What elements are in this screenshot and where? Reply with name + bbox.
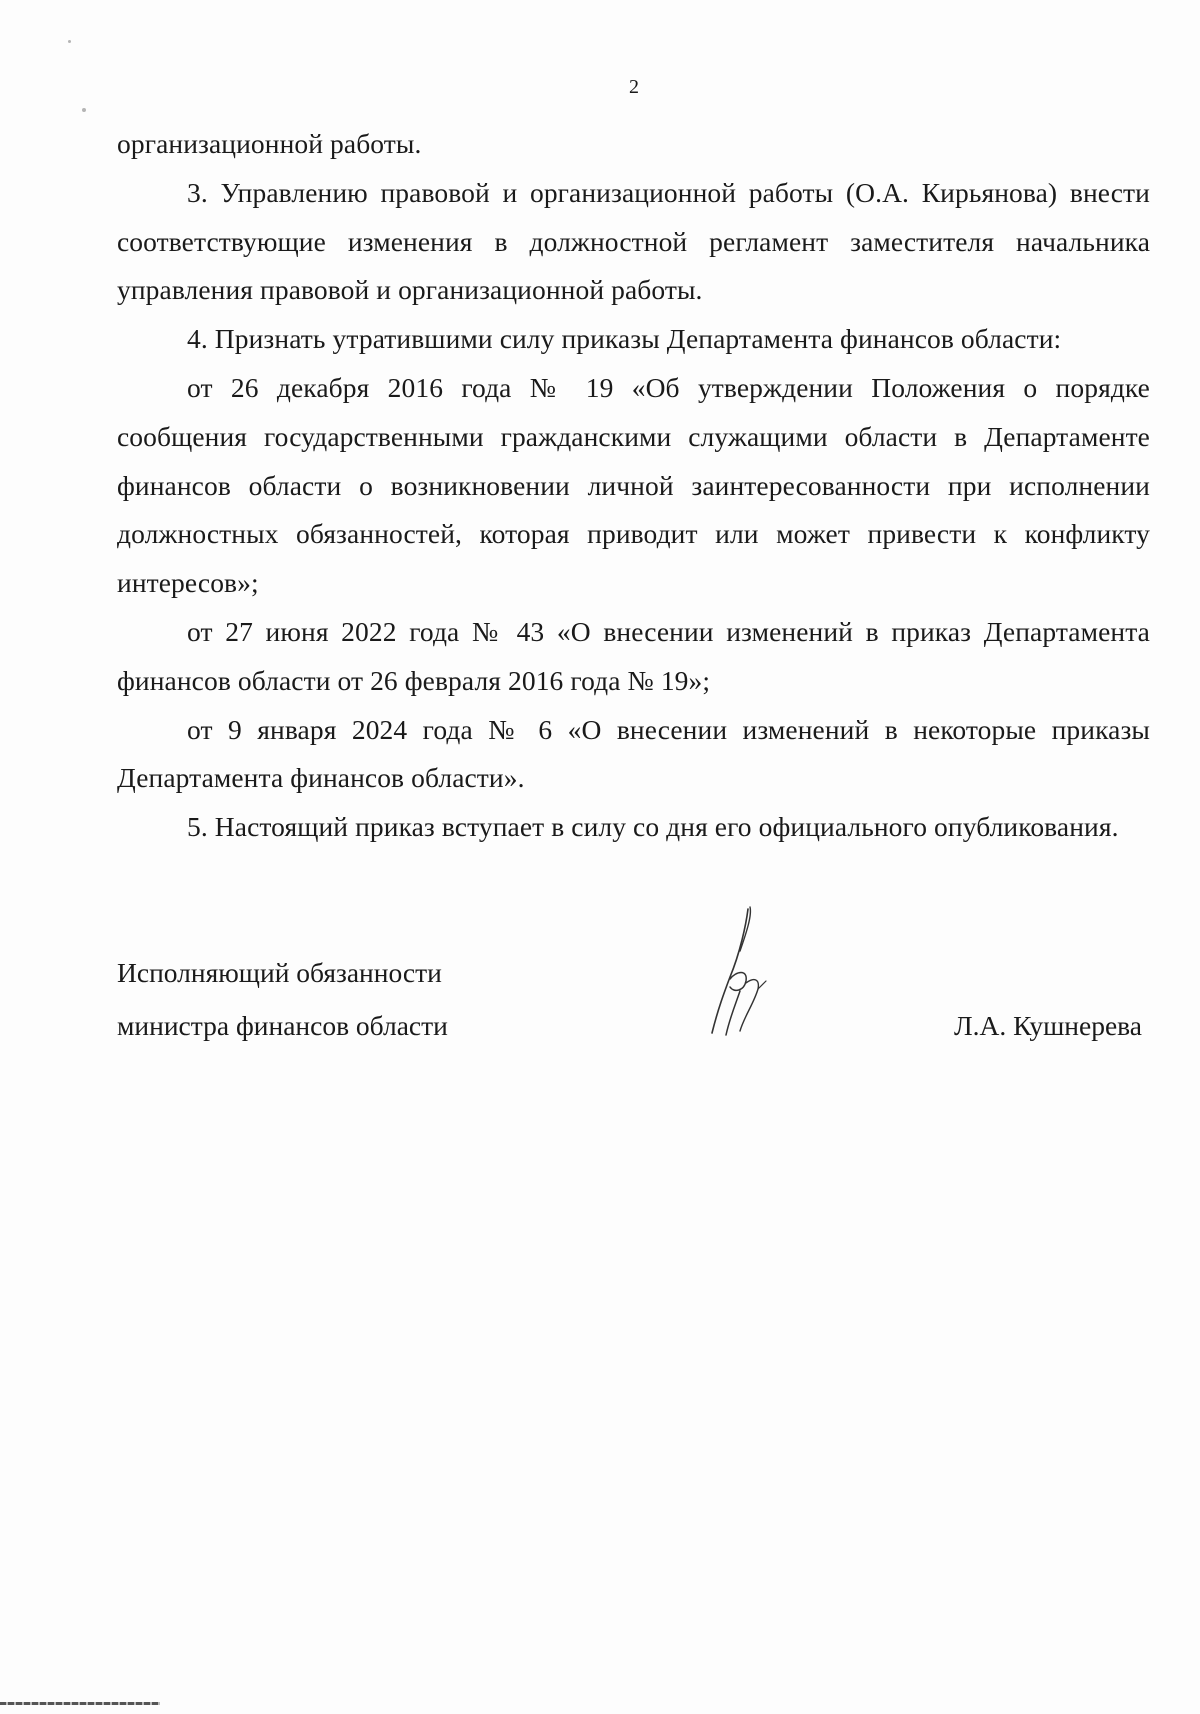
repealed-order-2016: от 26 декабря 2016 года № 19 «Об утверждении Положения о порядке сообщения государственными гражданскими служащими области в Департаменте финансов области о возникновении личной заинтересованности при исполнении должностных обязанностей, которая приводит или может привести к конфликту интересов»;: [117, 371, 1150, 599]
scan-edge-mark: [0, 1702, 160, 1705]
paragraph-item-3: 3. Управлению правовой и организационной работы (О.А. Кирьянова) внести соответствующие изменения в должностной регламент заместителя начальника управления правовой и организационной работы.: [117, 176, 1150, 306]
signatory-name: Л.А. Кушнерева: [953, 1010, 1142, 1041]
signatory-title: [117, 946, 448, 1052]
paragraph-item-5: 5. Настоящий приказ вступает в силу со дня его официального опубликования.: [187, 811, 1119, 843]
paragraph-continuation: организационной работы.: [117, 128, 422, 159]
repealed-order-2022: от 27 июня 2022 года № 43 «О внесении изменений в приказ Департамента финансов области от 26 февраля 2016 года № 19»;: [117, 615, 1150, 696]
signatory-title-line2: министра финансов области: [117, 1010, 448, 1041]
document-body: [117, 120, 1150, 852]
scan-speck: [68, 40, 71, 43]
handwritten-signature-icon: [700, 905, 770, 1045]
repealed-order-2024: от 9 января 2024 года № 6 «О внесении изменений в некоторые приказы Департамента финансов области».: [117, 713, 1150, 794]
scan-speck: [82, 108, 86, 112]
signatory-title-line1: Исполняющий обязанности: [117, 957, 442, 988]
page-number: 2: [629, 76, 639, 98]
paragraph-item-4: 4. Признать утратившими силу приказы Департамента финансов области:: [187, 323, 1062, 355]
